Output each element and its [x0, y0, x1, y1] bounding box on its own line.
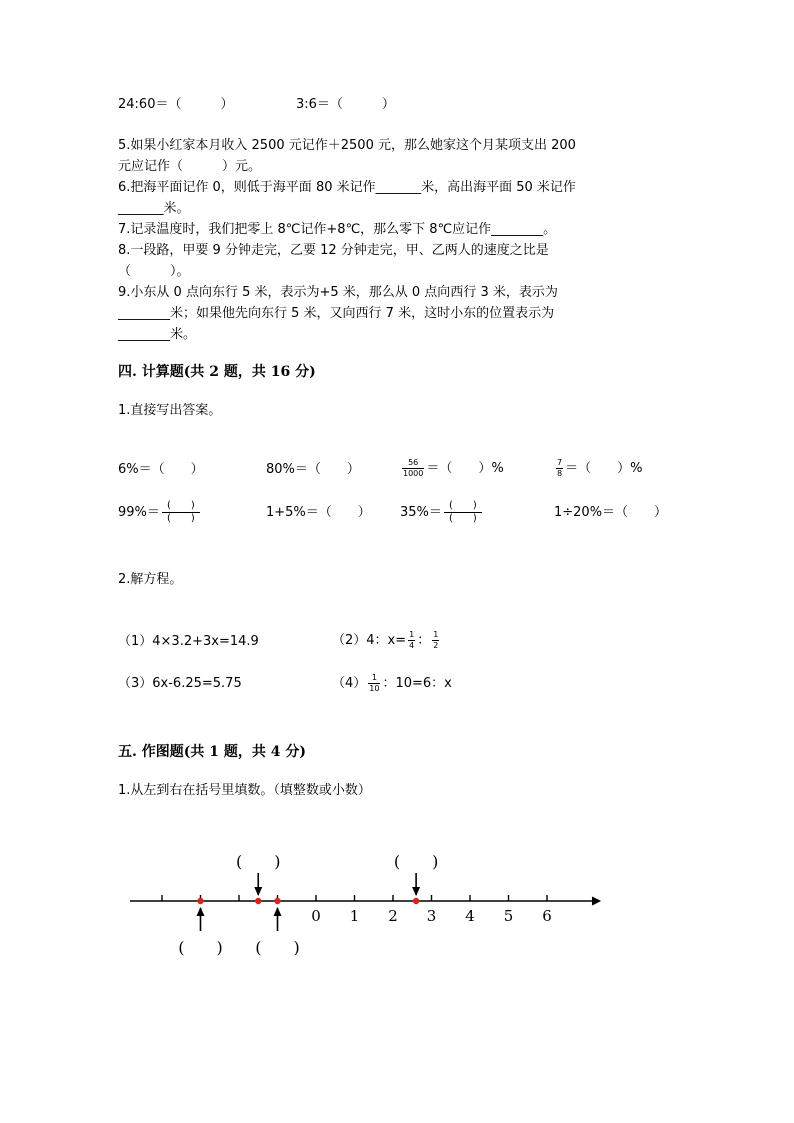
fraction-denominator: 10: [369, 684, 380, 693]
equation-prefix: （2）4：x=: [332, 633, 407, 648]
q9-line3: ________米。: [118, 327, 197, 342]
calc-suffix: ＝（ ）%: [426, 461, 504, 476]
q6-line2: _______米。: [118, 201, 190, 216]
marked-point: [255, 898, 261, 904]
calc-item-1-div-20pct: 1÷20%＝（ ）: [554, 505, 668, 520]
ratio-colon: ：: [417, 633, 431, 648]
equation-3: （3）6x-6.25=5.75: [118, 676, 242, 691]
q8-line2: （ ）。: [118, 264, 190, 279]
section5-heading: 五. 作图题(共 1 题，共 4 分): [118, 744, 306, 760]
q5-line1: 5.如果小红家本月收入 2500 元记作＋2500 元，那么她家这个月某项支出 200: [118, 138, 576, 153]
tick-label: 3: [426, 907, 437, 925]
calc-item-1-plus-5pct: 1+5%＝（ ）: [266, 505, 371, 520]
fraction-numerator: 7: [557, 458, 563, 467]
tick-label: 0: [311, 907, 321, 925]
calc-item-6pct: 6%＝（ ）: [118, 462, 204, 477]
calc-prefix: 35%＝: [400, 505, 442, 520]
fraction-numerator: 1: [409, 630, 415, 639]
tick-label: 5: [503, 907, 514, 925]
tick-label: 4: [465, 907, 475, 925]
fraction-denominator: 4: [409, 641, 415, 650]
calc-prefix: 99%＝: [118, 505, 160, 520]
q4-2-title: 2.解方程。: [118, 572, 183, 587]
q5-1-title: 1.从左到右在括号里填数。（填整数或小数）: [118, 783, 371, 798]
fraction-denominator: ( ): [162, 512, 200, 525]
tick-label: 1: [349, 907, 360, 925]
fraction-numerator: 1: [433, 630, 439, 639]
equation-1: （1）4×3.2+3x=14.9: [118, 634, 259, 649]
marked-point: [197, 898, 203, 904]
tick-label: 2: [388, 907, 398, 925]
calc-suffix: ＝（ ）%: [565, 461, 643, 476]
q9-line2: ________米；如果他先向东行 5 米，又向西行 7 米，这时小东的位置表示为: [118, 306, 555, 321]
ratio-item-a: 24:60＝（ ）: [118, 97, 234, 112]
section4-heading: 四. 计算题(共 2 题，共 16 分): [118, 364, 316, 380]
answer-blank[interactable]: ( ): [236, 852, 281, 871]
tick-label: 6: [542, 907, 552, 925]
answer-blank[interactable]: ( ): [393, 852, 439, 871]
fraction-denominator: ( ): [444, 512, 482, 525]
ratio-item-b: 3:6＝（ ）: [296, 97, 395, 112]
equation-prefix: （4）: [332, 676, 367, 691]
q6-line1: 6.把海平面记作 0，则低于海平面 80 米记作_______米，高出海平面 50 米记作: [118, 180, 576, 195]
answer-blank[interactable]: ( ): [255, 938, 300, 957]
fraction-numerator: ( ): [449, 500, 477, 511]
axis-arrowhead-icon: [592, 897, 600, 905]
fraction-denominator: 1000: [403, 469, 424, 478]
q7-line1: 7.记录温度时，我们把零上 8℃记作+8℃，那么零下 8℃应记作________。: [118, 222, 557, 237]
fraction-numerator: 56: [408, 458, 419, 467]
q8-line1: 8.一段路，甲要 9 分钟走完，乙要 12 分钟走完，甲、乙两人的速度之比是: [118, 243, 549, 258]
fraction-numerator: 1: [371, 673, 377, 682]
equation-suffix: ：10=6：x: [382, 676, 452, 691]
calc-item-80pct: 80%＝（ ）: [266, 462, 360, 477]
fraction-denominator: 8: [557, 469, 563, 478]
q4-1-title: 1.直接写出答案。: [118, 403, 222, 418]
q5-line2: 元应记作（ ）元。: [118, 159, 262, 174]
fraction-denominator: 2: [433, 641, 439, 650]
marked-point: [413, 898, 419, 904]
q9-line1: 9.小东从 0 点向东行 5 米，表示为+5 米，那么从 0 点向西行 3 米，表示为: [118, 285, 558, 300]
fraction-numerator: ( ): [167, 500, 195, 511]
answer-blank[interactable]: ( ): [178, 938, 223, 957]
marked-point: [274, 898, 280, 904]
